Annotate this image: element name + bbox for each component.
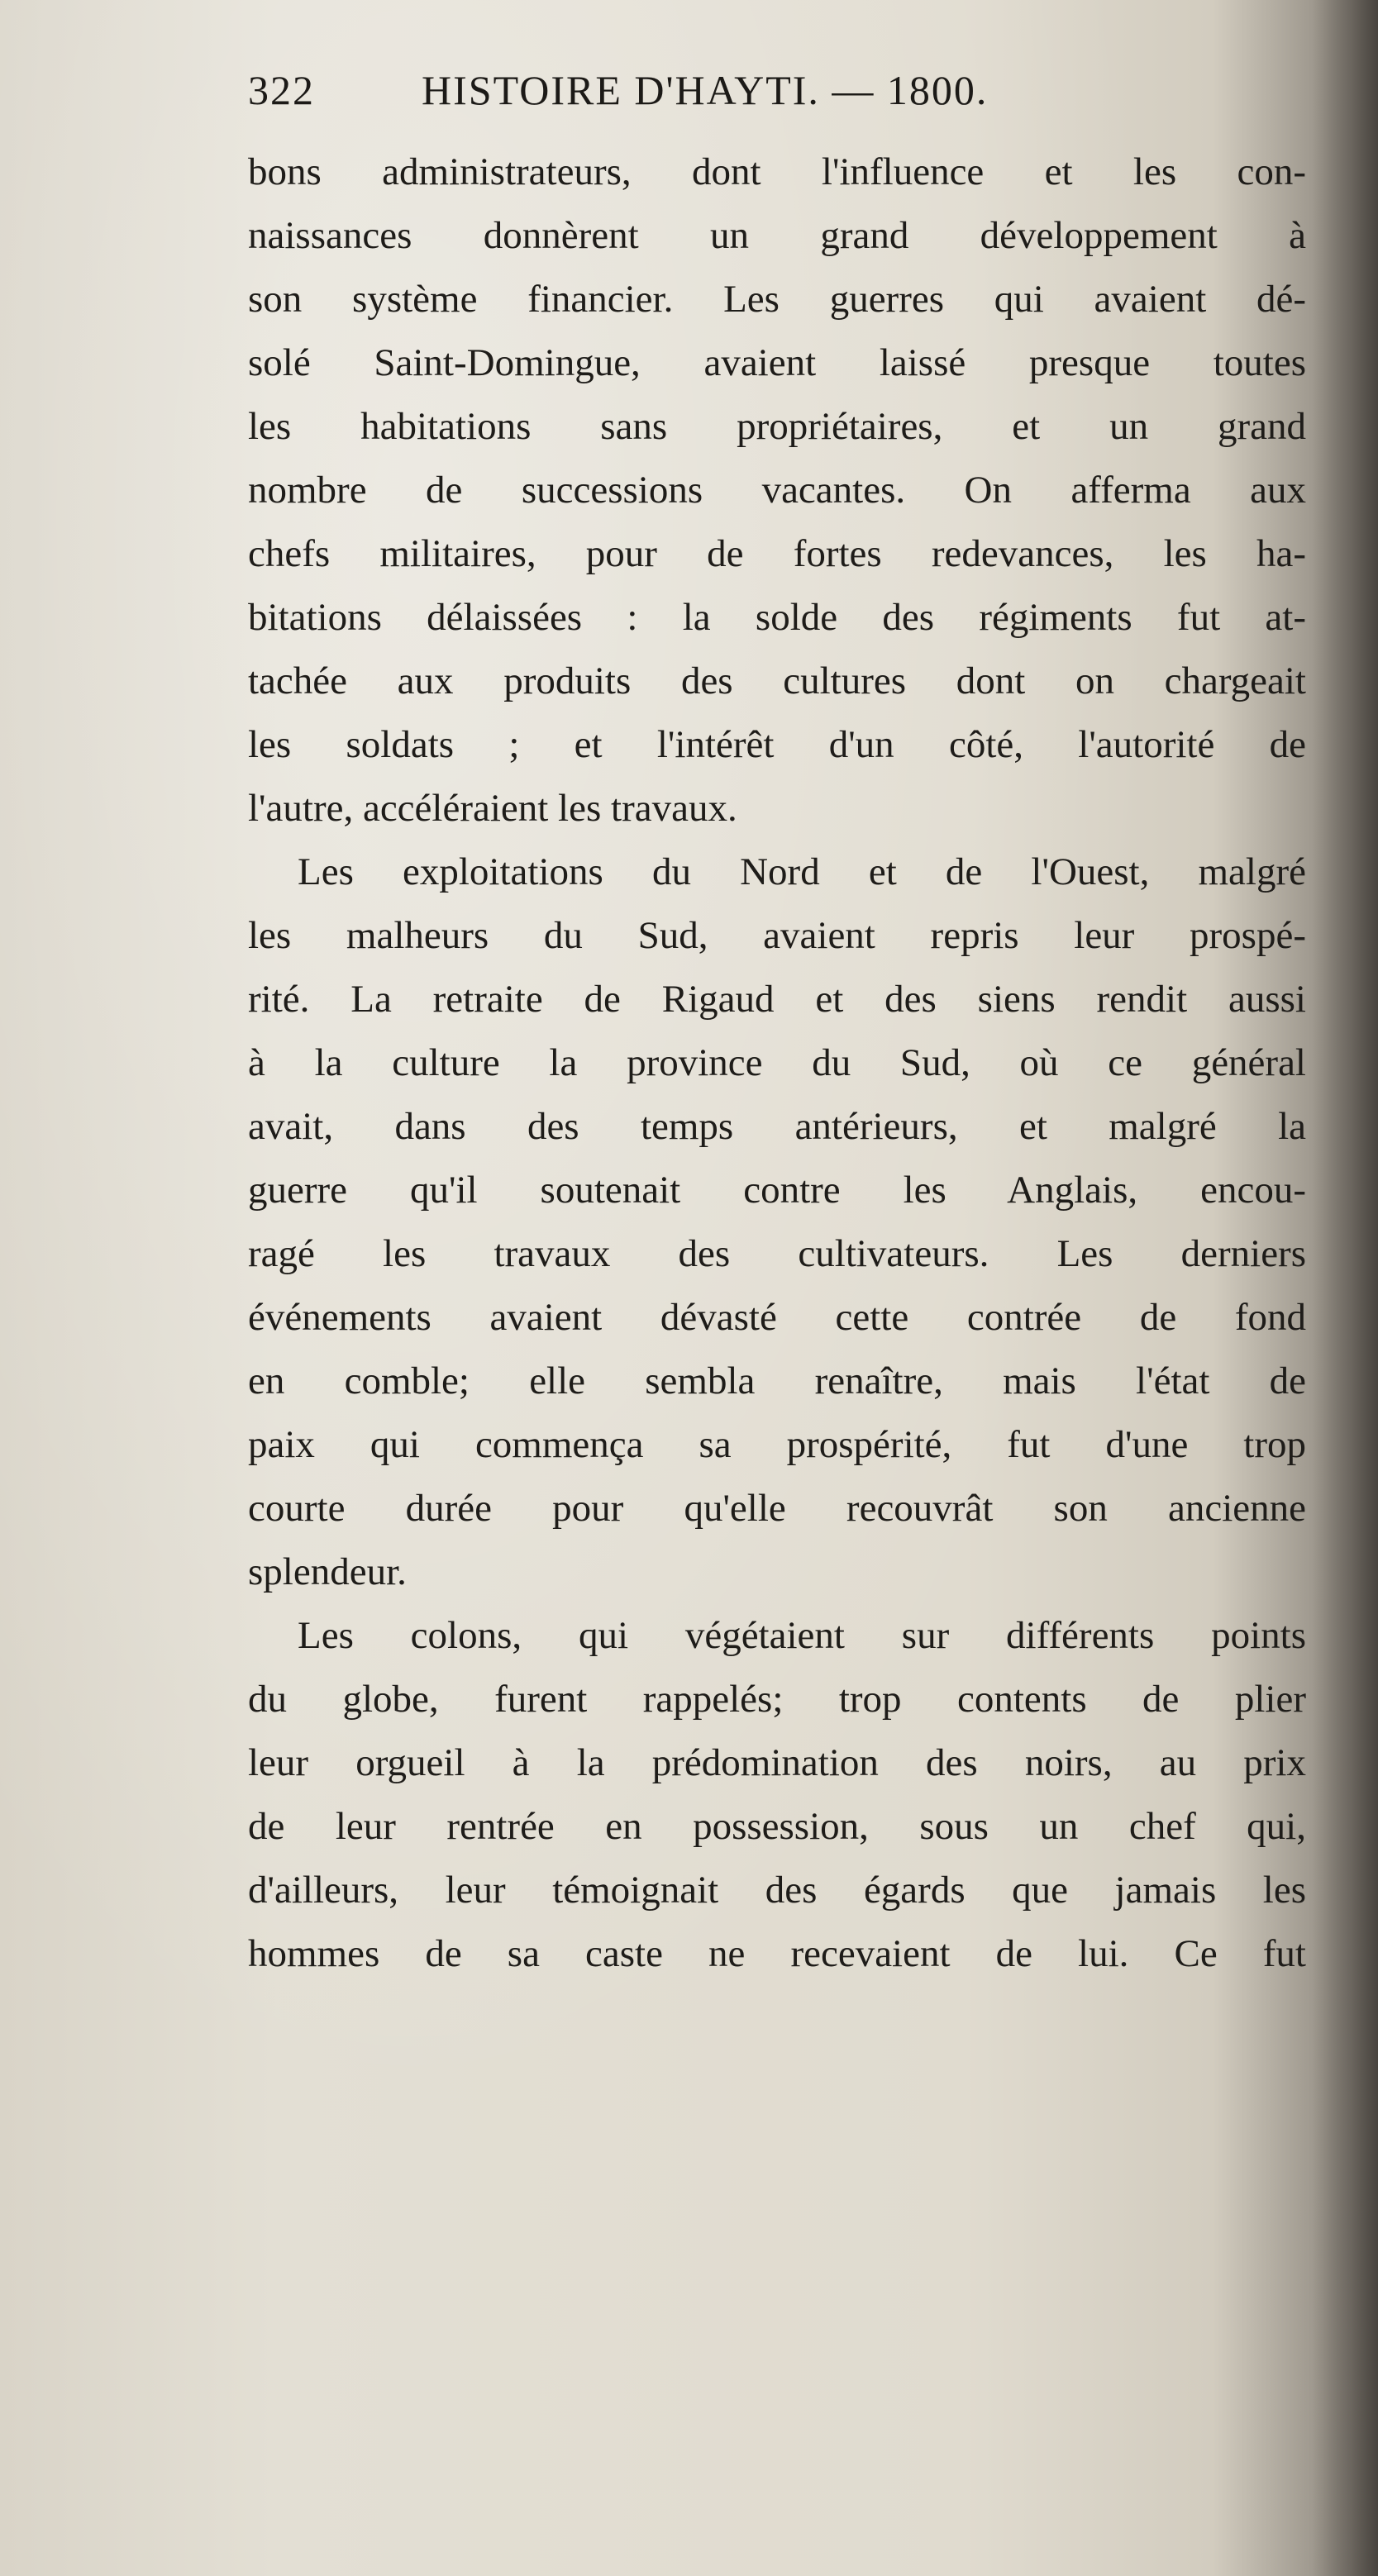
text-line: d'ailleurs, leur témoignait des égards que jamais les [248,1869,1306,1912]
paragraph [248,840,1306,1604]
text-line: à la culture la province du Sud, où ce général [248,1041,1306,1084]
body-text [248,140,1306,1986]
text-line: les soldats ; et l'intérêt d'un côté, l'autorité de [248,723,1306,766]
text-line: chefs militaires, pour de fortes redevances, les ha- [248,532,1306,575]
text-line: avait, dans des temps antérieurs, et malgré la [248,1105,1306,1148]
text-line: les malheurs du Sud, avaient repris leur prospé- [248,914,1306,957]
text-line: rité. La retraite de Rigaud et des siens rendit aussi [248,978,1306,1021]
text-line: naissances donnèrent un grand développement à [248,214,1306,257]
running-title: HISTOIRE D'HAYTI. — 1800. [422,67,989,113]
text-line: l'autre, accéléraient les travaux. [248,787,737,830]
paragraph [248,1604,1306,1986]
text-line: les habitations sans propriétaires, et un grand [248,405,1306,448]
paragraph [248,140,1306,840]
text-line: Les colons, qui végétaient sur différents points [298,1614,1306,1657]
text-line: bitations délaissées : la solde des régiments fut at- [248,596,1306,639]
text-line: nombre de successions vacantes. On afferma aux [248,469,1306,512]
text-line: en comble; elle sembla renaître, mais l'état de [248,1359,1306,1402]
text-line: paix qui commença sa prospérité, fut d'une trop [248,1423,1306,1466]
text-line: son système financier. Les guerres qui avaient dé- [248,278,1306,321]
text-line: Les exploitations du Nord et de l'Ouest, malgré [298,850,1306,893]
text-line: tachée aux produits des cultures dont on chargeait [248,659,1306,702]
text-line: leur orgueil à la prédomination des noirs, au prix [248,1741,1306,1784]
text-line: ragé les travaux des cultivateurs. Les derniers [248,1232,1306,1275]
text-line: du globe, furent rappelés; trop contents de plier [248,1678,1306,1721]
text-line: courte durée pour qu'elle recouvrât son ancienne [248,1487,1306,1530]
text-line: hommes de sa caste ne recevaient de lui. Ce fut [248,1932,1306,1975]
text-line: bons administrateurs, dont l'influence et les con- [248,150,1306,193]
text-line: de leur rentrée en possession, sous un chef qui, [248,1805,1306,1848]
spine-shadow [1312,0,1378,2576]
text-line: guerre qu'il soutenait contre les Anglais, encou- [248,1169,1306,1212]
text-line: splendeur. [248,1550,407,1593]
page-header [248,66,1157,124]
text-line: événements avaient dévasté cette contrée de fond [248,1296,1306,1339]
text-line: solé Saint-Domingue, avaient laissé presque toutes [248,341,1306,384]
page-number: 322 [248,67,315,113]
